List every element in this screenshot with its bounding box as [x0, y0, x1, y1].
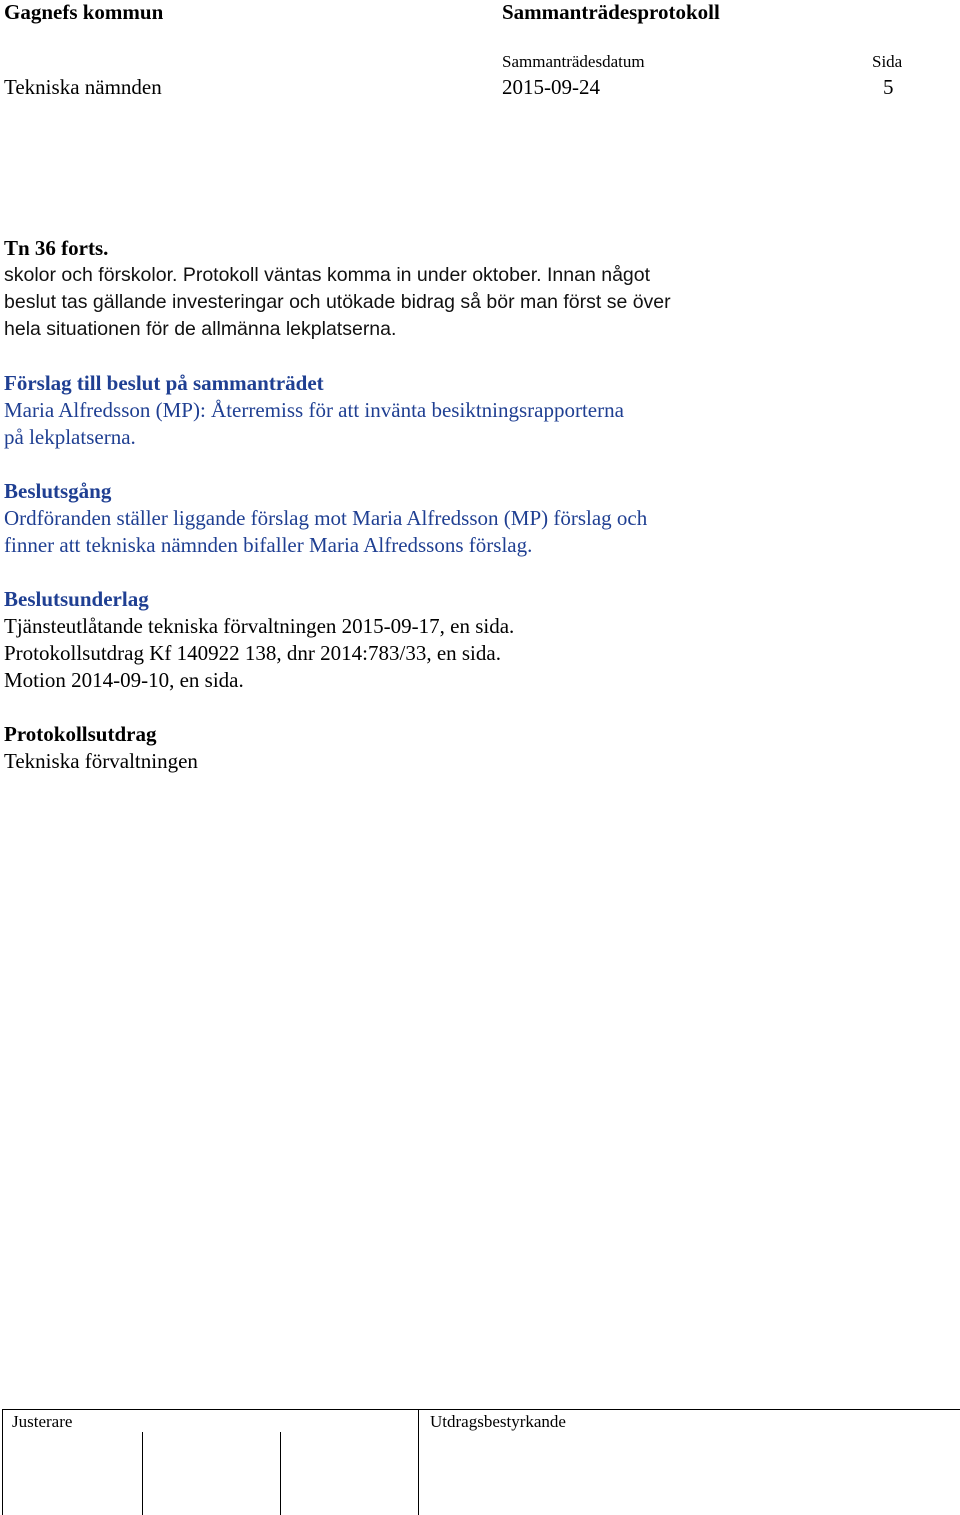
intro-line: hela situationen för de allmänna lekplatserna. — [4, 318, 397, 340]
intro-paragraph — [4, 262, 904, 343]
basis-heading: Beslutsunderlag — [4, 587, 149, 611]
procedure-heading: Beslutsgång — [4, 479, 112, 503]
basis-line: Tjänsteutlåtande tekniska förvaltningen 2015-09-17, en sida. — [4, 614, 515, 638]
procedure-section — [4, 478, 904, 559]
intro-line: beslut tas gällande investeringar och utökade bidrag så bör man först se över — [4, 291, 671, 313]
footer-signature-divider — [280, 1432, 281, 1515]
extract-line: Tekniska förvaltningen — [4, 749, 198, 773]
proposal-heading: Förslag till beslut på sammanträdet — [4, 371, 324, 395]
basis-line: Motion 2014-09-10, en sida. — [4, 668, 244, 692]
footer-rule — [2, 1409, 960, 1410]
proposal-line: på lekplatserna. — [4, 425, 136, 449]
certification-label: Utdragsbestyrkande — [430, 1412, 566, 1431]
extract-heading: Protokollsutdrag — [4, 722, 157, 746]
procedure-line: finner att tekniska nämnden bifaller Maria Alfredssons förslag. — [4, 533, 533, 557]
intro-line: skolor och förskolor. Protokoll väntas komma in under oktober. Innan något — [4, 264, 651, 286]
basis-line: Protokollsutdrag Kf 140922 138, dnr 2014:783/33, en sida. — [4, 641, 501, 665]
extract-section — [4, 721, 904, 775]
adjuster-label: Justerare — [12, 1412, 73, 1431]
procedure-line: Ordföranden ställer liggande förslag mot Maria Alfredsson (MP) förslag och — [4, 506, 648, 530]
organization-name: Gagnefs kommun — [4, 0, 164, 24]
section-title: Tn 36 forts. — [4, 236, 109, 260]
page-label: Sida — [872, 52, 903, 71]
page-number: 5 — [883, 75, 894, 99]
meeting-date-label: Sammanträdesdatum — [502, 52, 645, 71]
footer-divider — [2, 1409, 3, 1515]
proposal-line: Maria Alfredsson (MP): Återremiss för att invänta besiktningsrapporterna — [4, 398, 624, 422]
document-type: Sammanträdesprotokoll — [502, 0, 720, 24]
footer-divider — [418, 1409, 419, 1515]
protocol-content — [4, 235, 904, 775]
board-name: Tekniska nämnden — [4, 75, 162, 99]
basis-section — [4, 586, 904, 694]
meeting-date: 2015-09-24 — [502, 75, 600, 99]
footer-signature-divider — [142, 1432, 143, 1515]
proposal-section — [4, 370, 904, 451]
